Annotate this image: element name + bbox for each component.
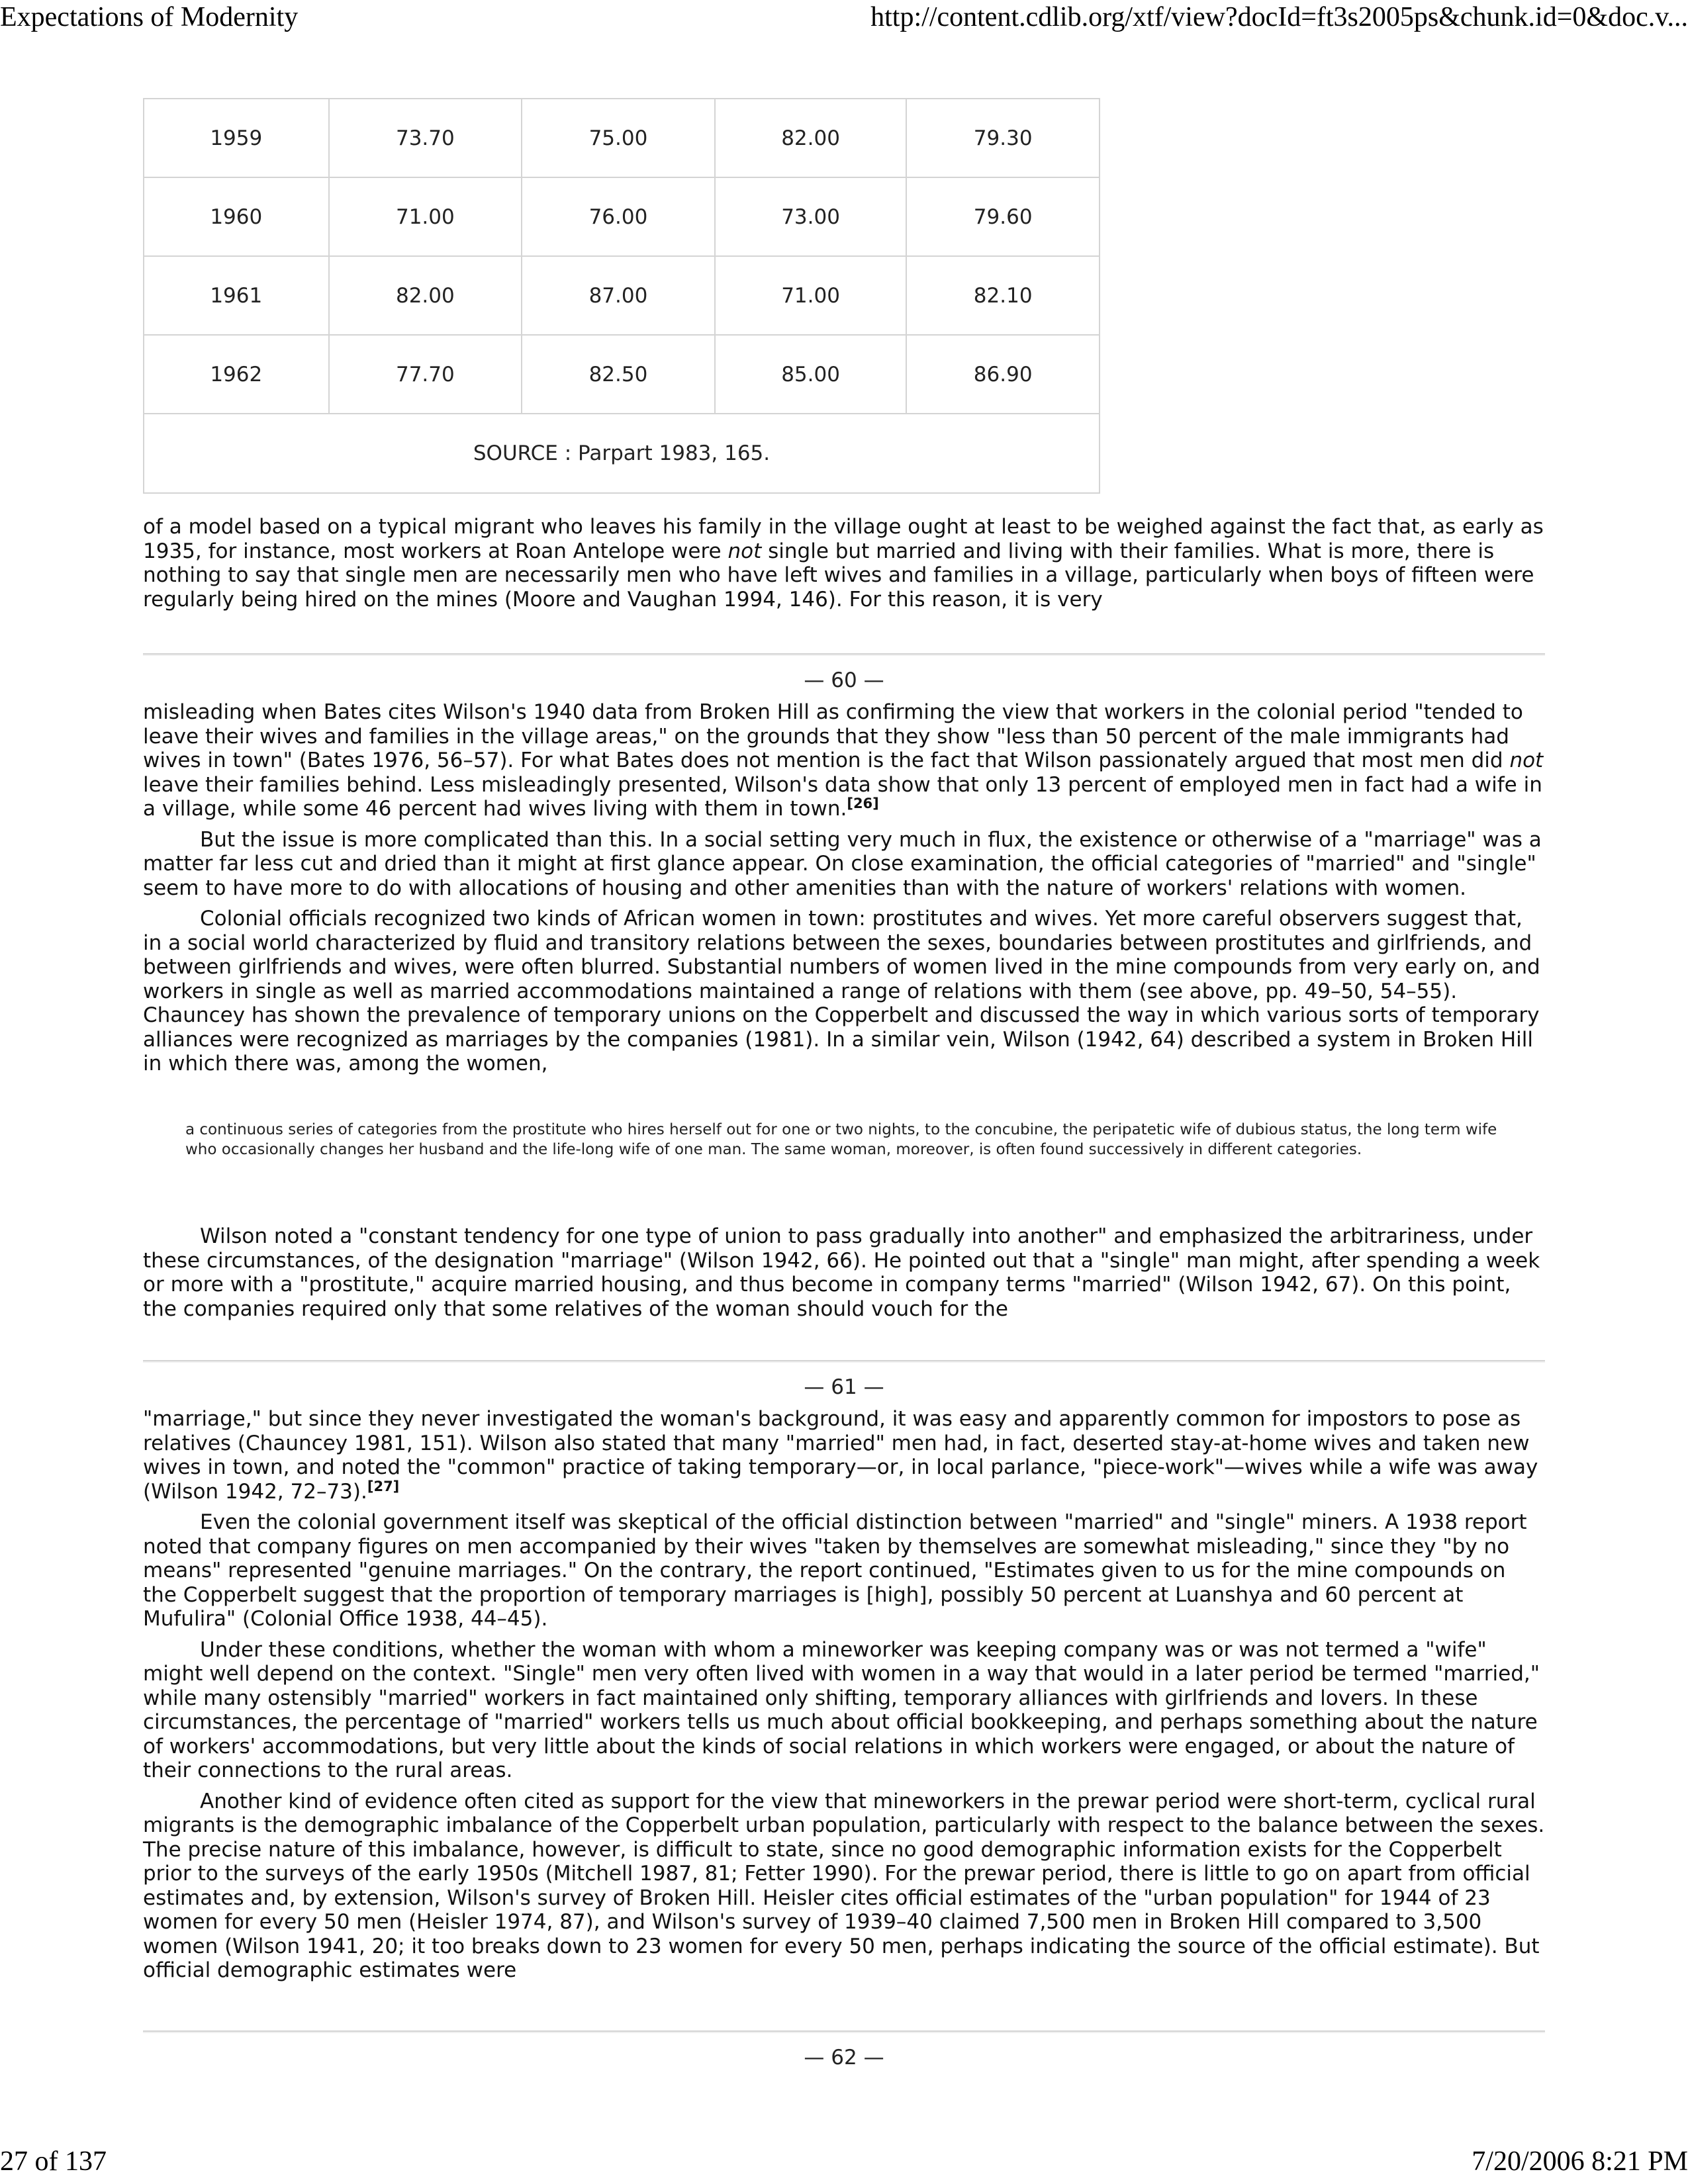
paragraph: Even the colonial government itself was skeptical of the official distinction between "married" and "single" miners. A 1938 report noted that company figures on men accompanied by their wives "taken by themselves are somewhat misleading," since they "by no means" represented "genuine marriages." On the contrary, the report continued, "Estimates given to us for the mine compounds on the Copperbelt suggest that the proportion of temporary marriages is [high], possibly 50 percent at Luanshya and 60 percent at Mufulira" (Colonial Office 1938, 44–45). [143,1510,1527,1631]
table-source-row [144,414,1100,493]
paragraph: Another kind of evidence often cited as support for the view that mineworkers in the prewar period were short-term, cyclical rural migrants is the demographic imbalance of the Copperbelt urban population, particularly with respect to the balance between the sexes. The precise nature of this imbalance, however, is difficult to state, since no good demographic information exists for the Copperbelt prior to the surveys of the early 1950s (Mitchell 1987, 81; Fetter 1990). For the prewar period, there is little to go on apart from official estimates and, by extension, Wilson's survey of Broken Hill. Heisler cites official estimates of the "urban population" for 1944 of 23 women for every 50 men (Heisler 1974, 87), and Wilson's survey of 1939–40 claimed 7,500 men in Broken Hill compared to 3,500 women (Wilson 1941, 20; it too breaks down to 23 women for every 50 men, perhaps indicating the source of the official estimate). But official demographic estimates were [143,1789,1545,1982]
table-cell: 75.00 [522,99,715,177]
table-cell: 1960 [144,177,329,256]
page-number: — 60 — [804,668,884,692]
paragraph: Wilson noted a "constant tendency for one type of union to pass gradually into another" and emphasized the arbitrariness, under these circumstances, of the designation "marriage" (Wilson 1942, 66). He pointed out that a "single" man might, after spending a week or more with a "prostitute," acquire married housing, and thus become in company terms "married" (Wilson 1942, 67). On this point, the companies required only that some relatives of the woman should vouch for the [143,1224,1540,1321]
text-section-page-59 [143,515,1545,612]
table-row [144,99,1100,177]
print-page-count: 27 of 137 [0,2146,107,2177]
footnote-link[interactable]: [26] [847,796,879,811]
page-number: — 62 — [804,2046,884,2070]
paragraph: of a model based on a typical migrant who leaves his family in the village ought at least to be weighed against the fact that, as early as 1935, for instance, most workers at Roan Antelope were not single but married and living with their families. What is more, there is nothing to say that single men are necessarily men who have left wives and families in a village, particularly when boys of fifteen were regularly being hired on the mines (Moore and Vaughan 1994, 146). For this reason, it is very [143,515,1544,612]
paragraph: Under these conditions, whether the woman with whom a mineworker was keeping company was or was not termed a "wife" might well depend on the context. "Single" men very often lived with women in a way that would in a later period be termed "married," while many ostensibly "married" workers in fact maintained only shifting, temporary alliances with girlfriends and lovers. In these circumstances, the percentage of "married" workers tells us much about official bookkeeping, and perhaps something about the nature of workers' accommodations, but very little about the kinds of social relations in which workers were engaged, or about the nature of their connections to the rural areas. [143,1637,1540,1782]
table-cell: 71.00 [329,177,522,256]
paragraph: misleading when Bates cites Wilson's 1940 data from Broken Hill as confirming the view that workers in the colonial period "tended to leave their wives and families in the village areas," on the grounds that they show "less than 50 percent of the male immigrants had wives in town" (Bates 1976, 56–57). For what Bates does not mention is the fact that Wilson passionately argued that most men did not leave their families behind. Less misleadingly presented, Wilson's data show that only 13 percent of employed men in fact had a wife in a village, while some 46 percent had wives living with them in town.[26] [143,700,1544,821]
table-row [144,335,1100,414]
table-cell: 82.10 [906,256,1100,335]
text-section-page-60-cont [143,1224,1545,1321]
table-cell: 1961 [144,256,329,335]
page-url: http://content.cdlib.org/xtf/view?docId=ft3s2005ps&chunk.id=0&doc.v... [870,2,1688,32]
print-timestamp: 7/20/2006 8:21 PM [1472,2146,1688,2177]
paragraph: "marriage," but since they never investigated the woman's background, it was easy and apparently common for impostors to pose as relatives (Chauncey 1981, 151). Wilson also stated that many "married" men had, in fact, deserted stay-at-home wives and taken new wives in town, and noted the "common" practice of taking temporary—or, in local parlance, "piece-work"—wives while a wife was away (Wilson 1942, 72–73).[27] [143,1407,1538,1504]
data-table [143,98,1100,494]
page-divider [143,1360,1545,1363]
table-row [144,256,1100,335]
page-divider [143,653,1545,656]
table-cell: 82.50 [522,335,715,414]
table-source: SOURCE : Parpart 1983, 165. [144,414,1100,493]
table-row [144,177,1100,256]
table-cell: 85.00 [715,335,907,414]
table-cell: 71.00 [715,256,907,335]
table-cell: 73.00 [715,177,907,256]
footnote-link[interactable]: [27] [367,1478,400,1494]
paragraph: Colonial officials recognized two kinds of African women in town: prostitutes and wives. Yet more careful observers suggest that, in a social world characterized by fluid and transitory relations between the sexes, boundaries between prostitutes and girlfriends, and between girlfriends and wives, were often blurred. Substantial numbers of women lived in the mine compounds from very early on, and workers in single as well as married accommodations maintained a range of relations with them (see above, pp. 49–50, 54–55). Chauncey has shown the prevalence of temporary unions on the Copperbelt and discussed the way in which various sorts of temporary alliances were recognized as marriages by the companies (1981). In a similar vein, Wilson (1942, 64) described a system in Broken Hill in which there was, among the women, [143,907,1540,1075]
table-cell: 79.30 [906,99,1100,177]
table-cell: 73.70 [329,99,522,177]
table-cell: 1959 [144,99,329,177]
page-number: — 61 — [804,1375,884,1399]
table-cell: 79.60 [906,177,1100,256]
table-cell: 76.00 [522,177,715,256]
document-title: Expectations of Modernity [0,2,299,32]
table-cell: 82.00 [329,256,522,335]
page-divider [143,2030,1545,2033]
table-cell: 86.90 [906,335,1100,414]
block-quote: a continuous series of categories from the prostitute who hires herself out for one or two nights, to the concubine, the peripatetic wife of dubious status, the long term wife who occasionally changes her husband and the life-long wife of one man. The same woman, moreover, is often found successively in different categories. [185,1121,1497,1158]
table-cell: 1962 [144,335,329,414]
table-cell: 82.00 [715,99,907,177]
text-section-page-61 [143,1407,1545,1983]
table-cell: 87.00 [522,256,715,335]
text-section-page-60 [143,700,1545,1076]
paragraph: But the issue is more complicated than this. In a social setting very much in flux, the existence or otherwise of a "marriage" was a matter far less cut and dried than it might at first glance appear. On close examination, the official categories of "married" and "single" seem to have more to do with allocations of housing and other amenities than with the nature of workers' relations with women. [143,827,1542,900]
table-cell: 77.70 [329,335,522,414]
